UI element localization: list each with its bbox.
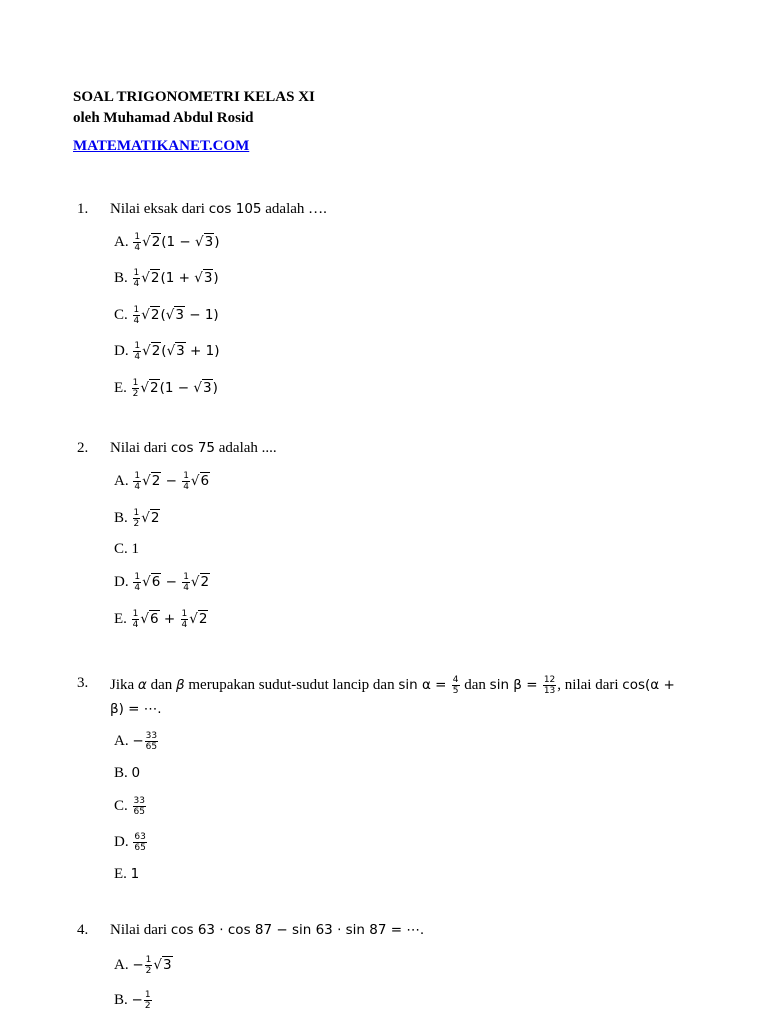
fraction — [133, 232, 141, 253]
radicand: 2 — [198, 610, 208, 627]
option-label: A. — [114, 956, 129, 973]
numerator: 1 — [134, 572, 141, 582]
denominator: 4 — [134, 583, 141, 593]
square-root — [189, 611, 208, 627]
operator: − — [161, 472, 182, 489]
radical-sign: √ — [140, 379, 150, 396]
document-title: SOAL TRIGONOMETRI KELAS XI — [73, 89, 315, 105]
fraction — [145, 955, 153, 976]
radicand: 2 — [150, 306, 160, 323]
fraction — [133, 796, 146, 817]
fraction — [133, 268, 141, 289]
radical-sign: √ — [190, 472, 200, 489]
numerator: 1 — [133, 508, 140, 518]
numerator: 1 — [183, 471, 189, 481]
denominator: 4 — [134, 482, 141, 492]
answer-option-a — [114, 731, 159, 752]
denominator: 4 — [181, 620, 188, 630]
answer-option-b — [114, 990, 153, 1011]
denominator: 2 — [144, 1001, 151, 1011]
question-number: 3. — [77, 675, 89, 691]
sign: − — [132, 956, 144, 973]
radical-sign: √ — [140, 610, 150, 627]
fraction — [133, 341, 141, 362]
square-root — [142, 234, 161, 250]
radicand: 2 — [150, 379, 159, 396]
radical-sign: √ — [142, 472, 151, 489]
radicand: 2 — [151, 233, 161, 250]
option-label: D. — [114, 573, 129, 590]
radicand: 2 — [151, 342, 161, 359]
question-text-cont: β) = ⋯. — [110, 701, 162, 717]
numerator: 1 — [134, 232, 141, 242]
fraction — [133, 305, 141, 326]
radical-sign: √ — [153, 956, 162, 973]
numerator: 1 — [183, 572, 189, 582]
numerator: 1 — [134, 341, 141, 351]
denominator: 4 — [132, 620, 139, 630]
answer-option-b — [114, 508, 160, 529]
square-root — [193, 380, 212, 396]
operator: + — [159, 610, 180, 627]
square-root — [191, 574, 210, 590]
option-label: B. — [114, 991, 128, 1008]
numerator: 1 — [132, 609, 139, 619]
answer-option-c — [114, 541, 139, 558]
denominator: 2 — [132, 389, 139, 399]
option-label: D. — [114, 342, 129, 359]
answer-option-a — [114, 232, 220, 253]
expression-part: (1 + — [160, 269, 195, 286]
option-label: B. — [114, 509, 128, 526]
question-text: Nilai eksak dari cos 105 adalah …. — [110, 201, 327, 217]
radical-sign: √ — [142, 342, 151, 359]
radical-sign: √ — [190, 573, 200, 590]
radical-sign: √ — [141, 306, 150, 323]
answer-option-e — [114, 866, 139, 883]
answer-option-d — [114, 341, 220, 362]
option-label: D. — [114, 833, 129, 850]
expression-part: ) — [213, 269, 219, 286]
option-label: A. — [114, 732, 129, 749]
radical-sign: √ — [141, 269, 150, 286]
square-root — [167, 343, 186, 359]
square-root — [141, 510, 160, 526]
sign: − — [131, 991, 143, 1008]
expression-part: + 1) — [185, 342, 220, 359]
option-label: A. — [114, 472, 129, 489]
radicand: 2 — [150, 269, 160, 286]
numerator: 1 — [133, 305, 140, 315]
fraction — [182, 471, 190, 492]
sign: − — [132, 732, 144, 749]
option-label: B. — [114, 269, 128, 286]
fraction — [133, 471, 141, 492]
question-text: Jika α dan β merupakan sudut-sudut lancip dan sin α = $\frac{4}{5}$ dan sin β = $\frac{12}{13}$ , nilai dari cos(α + — [110, 675, 675, 696]
square-root — [141, 270, 160, 286]
site-link[interactable]: MATEMATIKANET.COM — [73, 138, 250, 154]
question-number: 4. — [77, 922, 89, 938]
answer-option-e — [114, 609, 208, 630]
radical-sign: √ — [194, 269, 203, 286]
square-root — [166, 307, 185, 323]
denominator: 4 — [134, 352, 141, 362]
square-root — [142, 473, 161, 489]
denominator: 4 — [183, 482, 189, 492]
radical-sign: √ — [142, 233, 151, 250]
radical-sign: √ — [142, 573, 151, 590]
answer-option-c — [114, 796, 147, 817]
question-text: Nilai dari cos 63 ⋅ cos 87 − sin 63 ⋅ sin 87 = ⋯. — [110, 922, 425, 938]
denominator: 4 — [134, 243, 141, 253]
option-value: 1 — [130, 866, 140, 882]
answer-option-b — [114, 765, 140, 782]
answer-option-a — [114, 955, 173, 976]
expression-part: (1 − — [161, 233, 196, 250]
expression-part: (1 − — [159, 379, 194, 396]
radicand: 2 — [151, 472, 161, 489]
denominator: 2 — [145, 966, 152, 976]
radicand: 3 — [203, 269, 213, 286]
radicand: 6 — [200, 472, 210, 489]
expression-part: ) — [212, 379, 218, 396]
answer-option-b — [114, 268, 219, 289]
denominator: 65 — [145, 742, 158, 752]
option-value: 1 — [131, 541, 140, 557]
radicand: 2 — [200, 573, 210, 590]
numerator: 33 — [133, 796, 145, 806]
fraction — [181, 609, 189, 630]
fraction — [132, 609, 140, 630]
square-root — [194, 270, 213, 286]
radical-sign: √ — [193, 379, 202, 396]
author-line: oleh Muhamad Abdul Rosid — [73, 110, 254, 126]
option-label: B. — [114, 765, 128, 781]
fraction — [144, 990, 152, 1011]
radicand: 2 — [150, 509, 160, 526]
denominator: 4 — [183, 583, 189, 593]
radicand: 3 — [202, 379, 212, 396]
expression-part: ( — [161, 342, 167, 359]
question-text: Nilai dari cos 75 adalah .... — [110, 440, 277, 456]
option-label: C. — [114, 797, 128, 814]
answer-option-d — [114, 832, 148, 853]
expression-part: ) — [214, 233, 220, 250]
denominator: 65 — [133, 807, 145, 817]
numerator: 1 — [134, 471, 141, 481]
radicand: 3 — [176, 342, 185, 359]
option-label: C. — [114, 541, 128, 557]
fraction — [133, 508, 141, 529]
option-label: E. — [114, 610, 127, 627]
fraction — [182, 572, 190, 593]
option-label: A. — [114, 233, 129, 250]
square-root — [141, 307, 160, 323]
option-label: E. — [114, 866, 127, 882]
square-root — [195, 234, 214, 250]
answer-option-d — [114, 572, 210, 593]
denominator: 65 — [134, 843, 146, 853]
radical-sign: √ — [189, 610, 198, 627]
radicand: 6 — [150, 610, 159, 627]
answer-option-a — [114, 471, 210, 492]
question-number: 2. — [77, 440, 89, 456]
numerator: 63 — [134, 832, 146, 842]
fraction — [133, 832, 146, 853]
operator: − — [161, 573, 182, 590]
numerator: 1 — [132, 378, 139, 388]
answer-option-c — [114, 305, 219, 326]
square-root — [153, 957, 172, 973]
numerator: 1 — [144, 990, 151, 1000]
option-value: 0 — [131, 765, 141, 781]
answer-option-e — [114, 378, 218, 399]
question-number: 1. — [77, 201, 89, 217]
square-root — [142, 574, 161, 590]
denominator: 4 — [133, 316, 140, 326]
square-root — [140, 611, 159, 627]
radical-sign: √ — [166, 342, 176, 359]
fraction — [132, 378, 140, 399]
expression-part: − 1) — [184, 306, 219, 323]
numerator: 33 — [145, 731, 158, 741]
radical-sign: √ — [141, 509, 150, 526]
numerator: 1 — [181, 609, 188, 619]
denominator: 4 — [133, 279, 140, 289]
radical-sign: √ — [195, 233, 204, 250]
option-label: C. — [114, 306, 128, 323]
expression-part: ( — [160, 306, 166, 323]
denominator: 2 — [133, 519, 140, 529]
radicand: 3 — [163, 956, 172, 973]
square-root — [142, 343, 161, 359]
square-root — [140, 380, 159, 396]
numerator: 1 — [145, 955, 152, 965]
fraction — [145, 731, 158, 752]
option-label: E. — [114, 379, 127, 396]
radicand: 3 — [175, 306, 184, 323]
radical-sign: √ — [165, 306, 175, 323]
numerator: 1 — [133, 268, 140, 278]
radicand: 6 — [151, 573, 161, 590]
square-root — [191, 473, 210, 489]
radicand: 3 — [204, 233, 214, 250]
fraction — [133, 572, 141, 593]
